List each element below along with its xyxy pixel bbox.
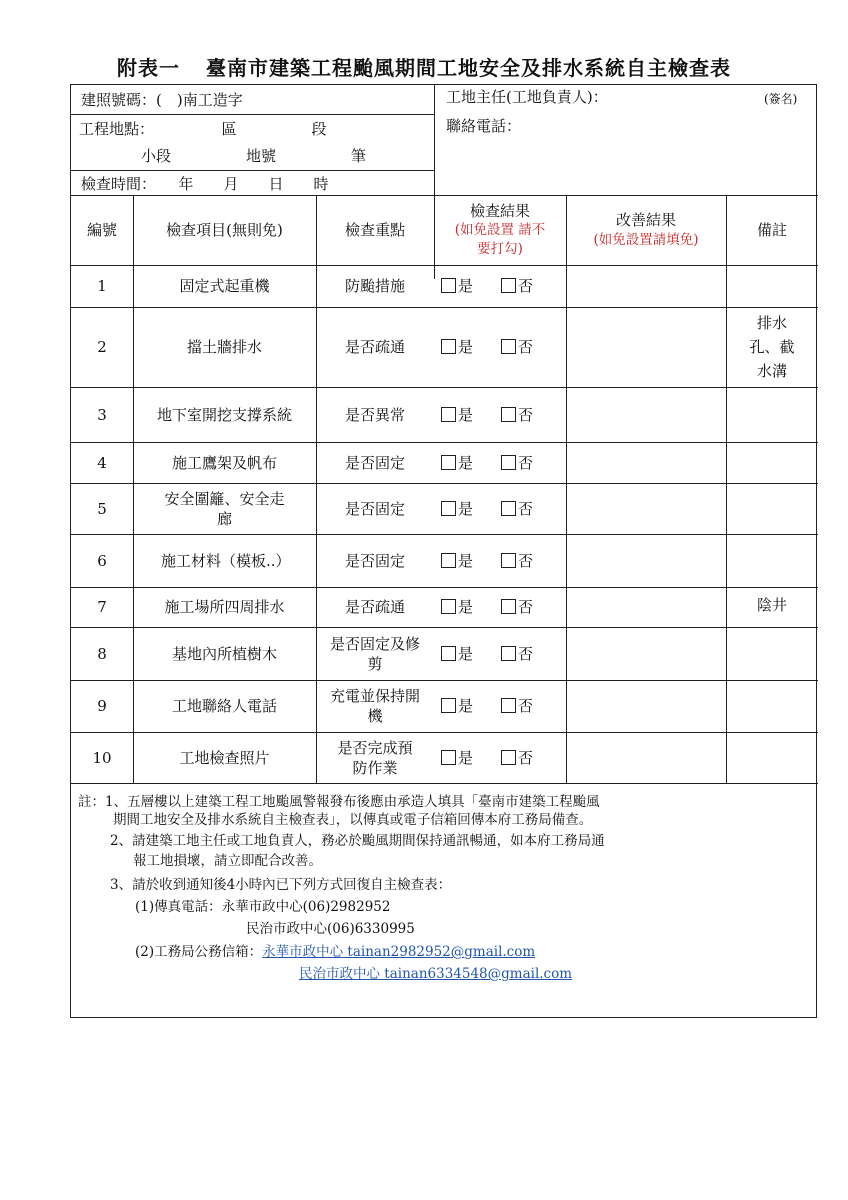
header-result-label: 檢查結果: [469, 202, 530, 220]
header-improve: [566, 195, 726, 265]
row-9-no-checkbox[interactable]: [501, 698, 516, 713]
row-7-focus: 是否疏通: [344, 598, 405, 616]
header-no: 編號: [86, 221, 117, 239]
row-9-yes-option[interactable]: [441, 696, 473, 716]
row-4-remark[interactable]: [726, 442, 818, 483]
row-8-no-option[interactable]: [501, 644, 533, 664]
row-10-no-option[interactable]: [501, 748, 533, 768]
row-9-focus: 充電並保持開機: [329, 687, 420, 725]
note-3: 3、請於收到通知後4小時內已下列方式回復自主檢查表：: [110, 877, 452, 893]
row-3-item: 地下室開挖支撐系統: [156, 405, 292, 424]
row-7-remark[interactable]: 陰井: [756, 596, 787, 614]
row-5-item: 安全圍籬、安全走廊: [164, 489, 285, 528]
row-6-result: [434, 534, 566, 587]
row-2-yes-label: 是: [458, 338, 474, 356]
row-6-focus: 是否固定: [344, 551, 405, 570]
row-9-no: 9: [97, 697, 107, 715]
row-8-yes-checkbox[interactable]: [441, 646, 456, 661]
row-7-result: [434, 587, 566, 627]
email-link-yonghua[interactable]: 永華市政中心 tainan2982952@gmail.com: [262, 944, 536, 960]
row-10-result: [434, 732, 566, 783]
note-2a: 2、請建築工地主任或工地負責人，務必於颱風期間保持通訊暢通，如本府工務局通: [110, 833, 605, 849]
row-9-item: 工地聯絡人電話: [171, 697, 277, 715]
row-10-yes-option[interactable]: [441, 748, 473, 768]
info-rule: [71, 170, 434, 171]
row-8-remark[interactable]: [726, 627, 818, 680]
row-9-no-label: 否: [518, 697, 534, 715]
row-10-no: 10: [92, 748, 112, 767]
row-3-result: [434, 387, 566, 442]
row-4-item: 施工鷹架及帆布: [171, 453, 277, 472]
row-6-no-checkbox[interactable]: [501, 553, 516, 568]
row-5-yes-label: 是: [458, 499, 474, 518]
row-8-focus: 是否固定及修剪: [329, 634, 420, 673]
header-result: [434, 195, 566, 265]
row-7-improve-cell[interactable]: [566, 587, 726, 627]
row-6-no-label: 否: [518, 551, 534, 570]
row-9-yes-checkbox[interactable]: [441, 698, 456, 713]
row-5-yes-option[interactable]: [441, 499, 473, 519]
row-2-focus: 是否疏通: [344, 338, 405, 356]
row-3-improve-cell[interactable]: [566, 387, 726, 442]
site-location-lot-field[interactable]: 小段 地號 筆: [141, 147, 367, 165]
form-title-prefix: 附表一: [117, 56, 180, 80]
row-1-remark[interactable]: [726, 265, 818, 307]
row-2-remark[interactable]: 排水孔、截水溝: [749, 314, 795, 380]
row-5-no-option[interactable]: [501, 499, 533, 519]
row-7-yes-label: 是: [458, 598, 474, 616]
row-4-no-option[interactable]: [501, 453, 533, 473]
row-3-yes-checkbox[interactable]: [441, 407, 456, 422]
row-1-result: [434, 265, 566, 307]
row-5-no-label: 否: [518, 499, 534, 518]
email-label-text: (2)工務局公務信箱：: [135, 944, 263, 960]
row-7-no-option[interactable]: [501, 597, 533, 617]
row-4-result: [434, 442, 566, 483]
row-7-item: 施工場所四周排水: [164, 598, 285, 616]
row-2-result: [434, 307, 566, 387]
row-4-no-label: 否: [518, 453, 534, 472]
row-6-yes-label: 是: [458, 551, 474, 570]
row-1-no-checkbox[interactable]: [501, 278, 516, 293]
row-3-no-checkbox[interactable]: [501, 407, 516, 422]
row-4-yes-label: 是: [458, 453, 474, 472]
row-7-no-label: 否: [518, 598, 534, 616]
row-7-yes-checkbox[interactable]: [441, 599, 456, 614]
header-improve-note: (如免設置請填免): [593, 232, 699, 248]
row-4-no: 4: [97, 453, 107, 472]
row-2-no-option[interactable]: [501, 337, 533, 357]
info-rule: [71, 114, 434, 115]
row-9-result: [434, 680, 566, 732]
row-rule: [71, 783, 818, 784]
row-8-no-label: 否: [518, 644, 534, 663]
form-title: [0, 52, 848, 81]
row-9-remark[interactable]: [726, 680, 818, 732]
row-5-no: 5: [97, 499, 107, 518]
row-8-yes-label: 是: [458, 644, 474, 663]
row-5-yes-checkbox[interactable]: [441, 501, 456, 516]
row-4-yes-checkbox[interactable]: [441, 455, 456, 470]
row-8-improve-cell[interactable]: [566, 627, 726, 680]
fax-line-2: 民治市政中心(06)6330995: [246, 921, 415, 937]
row-6-remark[interactable]: [726, 534, 818, 587]
row-10-yes-label: 是: [458, 748, 474, 767]
row-8-item: 基地內所植樹木: [171, 644, 277, 663]
row-1-yes-option[interactable]: [441, 276, 473, 296]
row-5-improve-cell[interactable]: [566, 483, 726, 534]
site-location-field[interactable]: 工程地點： 區 段: [79, 120, 327, 138]
row-2-item: 擋土牆排水: [186, 338, 262, 356]
row-9-improve-cell[interactable]: [566, 680, 726, 732]
row-1-focus: 防颱措施: [344, 277, 405, 295]
row-4-no-checkbox[interactable]: [501, 455, 516, 470]
row-4-yes-option[interactable]: [441, 453, 473, 473]
row-5-result: [434, 483, 566, 534]
row-1-yes-checkbox[interactable]: [441, 278, 456, 293]
row-6-no: 6: [97, 551, 107, 570]
row-3-no: 3: [97, 405, 107, 424]
note-1a: 註：1、五層樓以上建築工程工地颱風警報發布後應由承造人填具「臺南市建築工程颱風: [78, 794, 600, 810]
row-2-no-checkbox[interactable]: [501, 339, 516, 354]
row-6-yes-checkbox[interactable]: [441, 553, 456, 568]
row-6-no-option[interactable]: [501, 551, 533, 571]
row-7-no-checkbox[interactable]: [501, 599, 516, 614]
row-1-no: 1: [97, 277, 107, 295]
row-7-no: 7: [97, 598, 107, 616]
row-3-remark[interactable]: [726, 387, 818, 442]
row-1-item: 固定式起重機: [179, 277, 270, 295]
row-8-result: [434, 627, 566, 680]
row-10-no-label: 否: [518, 748, 534, 767]
row-10-improve-cell[interactable]: [566, 732, 726, 783]
row-8-no-checkbox[interactable]: [501, 646, 516, 661]
row-3-yes-label: 是: [458, 405, 474, 424]
row-3-focus: 是否異常: [344, 405, 405, 424]
row-6-yes-option[interactable]: [441, 551, 473, 571]
header-focus: 檢查重點: [344, 221, 405, 239]
fax-line-1: (1)傳真電話：永華市政中心(06)2982952: [135, 899, 391, 915]
row-2-no: 2: [97, 338, 107, 356]
row-1-no-label: 否: [518, 277, 534, 295]
row-5-no-checkbox[interactable]: [501, 501, 516, 516]
header-result-note: (如免設置 請不要打勾): [454, 222, 546, 257]
row-10-remark[interactable]: [726, 732, 818, 783]
inspection-time-field[interactable]: 檢查時間： 年 月 日 時: [81, 175, 329, 193]
note-2b: 報工地損壞，請立即配合改善。: [133, 853, 322, 869]
row-10-no-checkbox[interactable]: [501, 750, 516, 765]
row-4-focus: 是否固定: [344, 453, 405, 472]
row-9-yes-label: 是: [458, 697, 474, 715]
header-remark: 備註: [756, 221, 787, 239]
header-improve-label: 改善結果: [615, 211, 676, 229]
row-2-yes-checkbox[interactable]: [441, 339, 456, 354]
row-3-no-option[interactable]: [501, 405, 533, 425]
row-1-no-option[interactable]: [501, 276, 533, 296]
row-2-improve-cell[interactable]: [566, 307, 726, 387]
signature-label: (簽名): [764, 92, 798, 106]
note-1b: 期間工地安全及排水系統自主檢查表」，以傳真或電子信箱回傳本府工務局備查。: [113, 812, 593, 828]
row-3-no-label: 否: [518, 405, 534, 424]
row-9-no-option[interactable]: [501, 696, 533, 716]
row-10-focus: 是否完成預防作業: [337, 738, 413, 777]
header-item: 檢查項目(無則免): [166, 221, 283, 239]
row-6-improve-cell[interactable]: [566, 534, 726, 587]
row-5-remark[interactable]: [726, 483, 818, 534]
permit-number-field[interactable]: 建照號碼：( )南工造字: [81, 91, 243, 109]
row-1-improve-cell[interactable]: [566, 265, 726, 307]
row-3-yes-option[interactable]: [441, 405, 473, 425]
row-10-item: 工地檢查照片: [179, 748, 270, 767]
row-2-yes-option[interactable]: [441, 337, 473, 357]
row-2-no-label: 否: [518, 338, 534, 356]
row-8-no: 8: [97, 644, 107, 663]
form-title-main: 臺南市建築工程颱風期間工地安全及排水系統自主檢查表: [206, 56, 731, 80]
email-link-minzhi[interactable]: 民治市政中心 tainan6334548@gmail.com: [299, 966, 573, 982]
row-10-yes-checkbox[interactable]: [441, 750, 456, 765]
row-5-focus: 是否固定: [344, 499, 405, 518]
contact-phone-field[interactable]: 聯絡電話：: [446, 117, 522, 135]
email-label: [135, 943, 535, 961]
row-4-improve-cell[interactable]: [566, 442, 726, 483]
site-supervisor-field[interactable]: 工地主任(工地負責人)：: [446, 88, 608, 106]
row-1-yes-label: 是: [458, 277, 474, 295]
row-8-yes-option[interactable]: [441, 644, 473, 664]
row-7-yes-option[interactable]: [441, 597, 473, 617]
row-6-item: 施工材料（模板..）: [161, 551, 291, 570]
